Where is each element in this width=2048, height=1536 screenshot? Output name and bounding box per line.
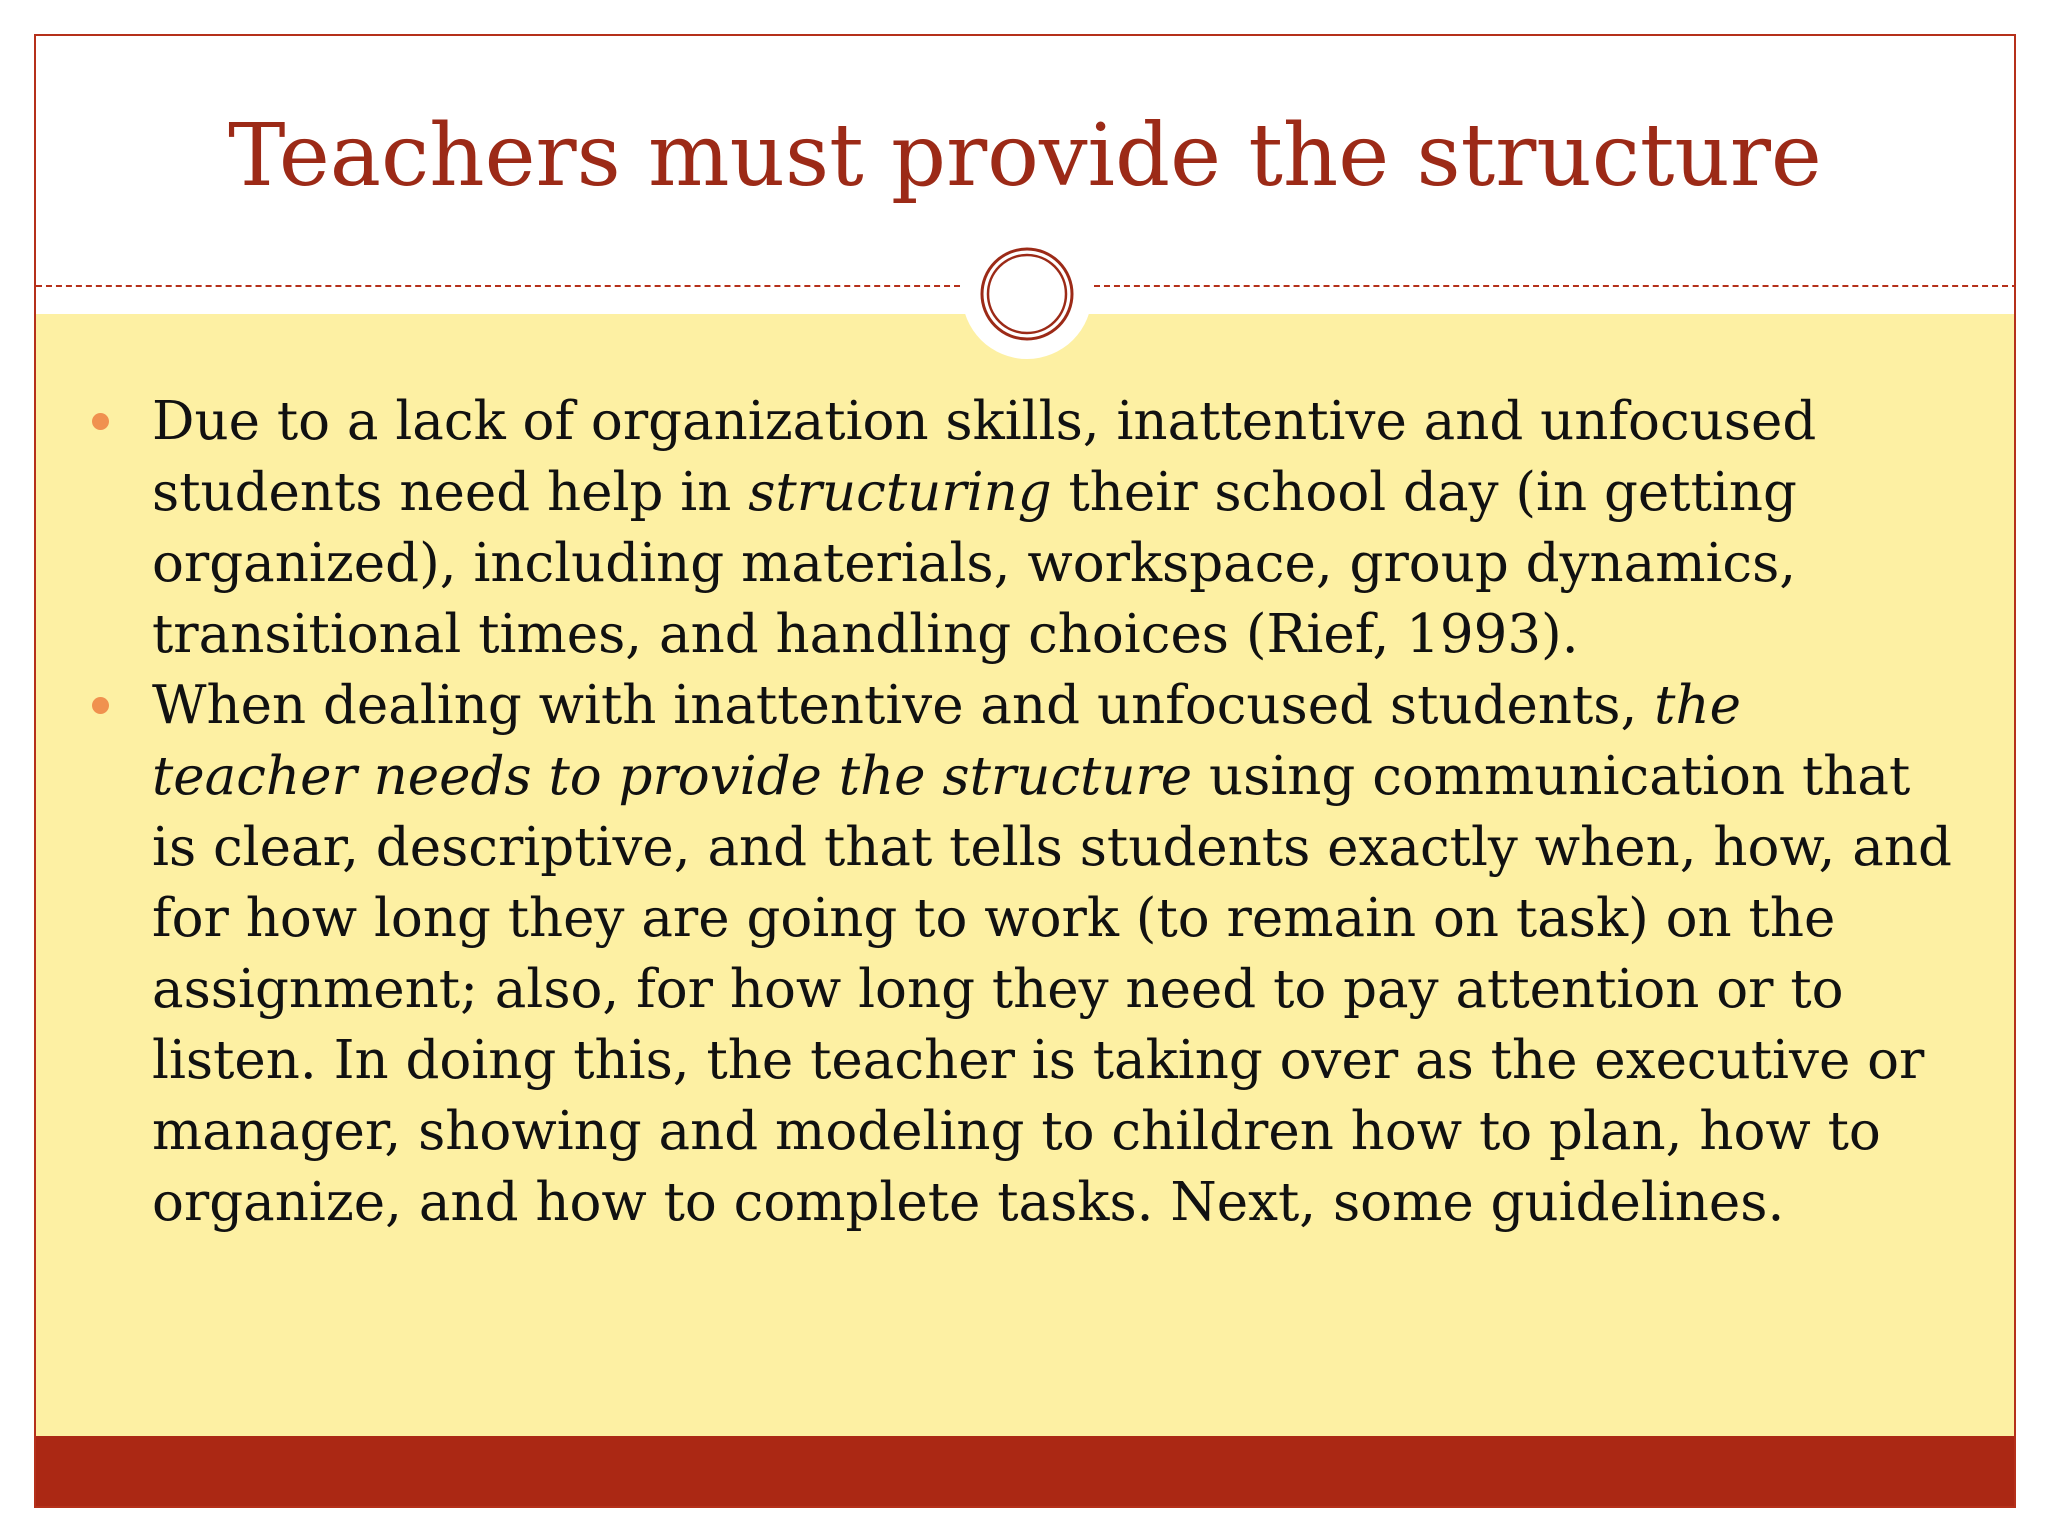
slide [34, 34, 2016, 1508]
bullet-icon [92, 697, 109, 714]
bullet-icon [92, 413, 109, 430]
bullet-list [36, 386, 2014, 1238]
bullet-text: their school day (in getting organized), including materials, workspace, group dynamics, transitional times, and handling choices (Rief, 1993). [152, 462, 1797, 665]
title-divider-right [1094, 285, 2016, 287]
bullet-text: using communication that is clear, descriptive, and that tells students exactly when, how, and for how long they are going to work (to remain on task) on the assignment; also, for how long they need to pay attention or to listen. In doing this, the teacher is taking over as the executive or manager, showing and modeling to children how to plan, how to organize, and how to complete tasks. Next, some guidelines. [152, 746, 1952, 1233]
slide-title: Teachers must provide the structure [228, 106, 1822, 206]
bullet-item [36, 670, 2014, 1238]
bullet-text: Due to a lack of organization skills, inattentive and unfocused students need help in [152, 391, 1817, 523]
bullet-emphasis: structuring [748, 462, 1052, 523]
bullet-emphasis: the teacher needs to provide the structure [152, 675, 1741, 807]
footer-bar [36, 1436, 2014, 1506]
bullet-item [36, 386, 2014, 670]
bullet-text: When dealing with inattentive and unfocused students, [152, 675, 1655, 736]
circle-ornament-icon [979, 246, 1075, 342]
title-divider-left [36, 285, 960, 287]
